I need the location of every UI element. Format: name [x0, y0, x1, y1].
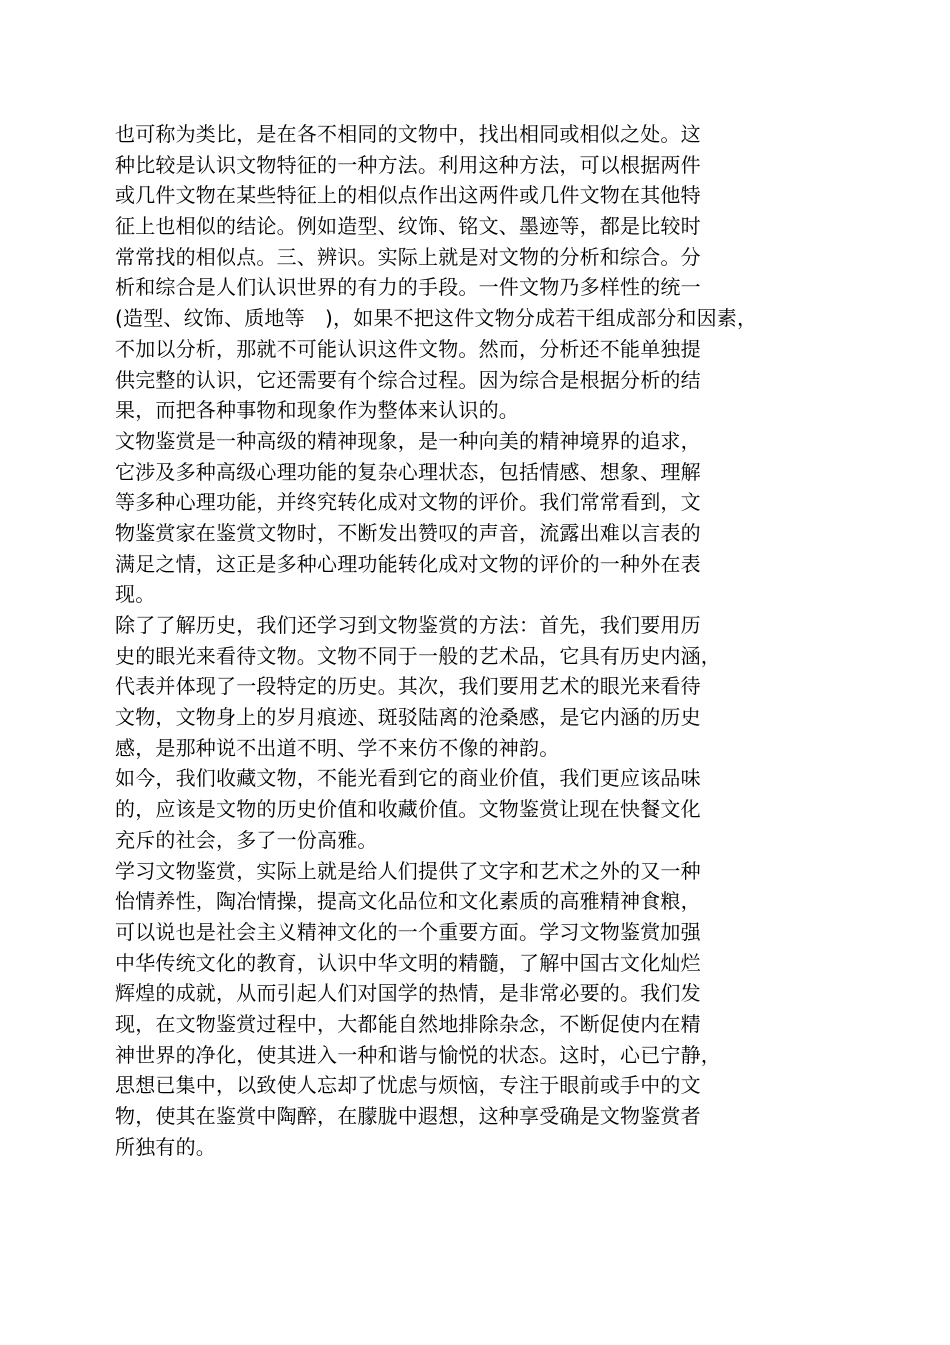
text-line: 思想已集中，以致使人忘却了忧虑与烦恼，专注于眼前或手中的文 — [115, 1073, 701, 1098]
text-line: 现，在文物鉴赏过程中，大都能自然地排除杂念，不断促使内在精 — [115, 1011, 701, 1036]
text-line: 满足之情，这正是多种心理功能转化成对文物的评价的一种外在表 — [115, 551, 701, 576]
text-line: 学习文物鉴赏，实际上就是给人们提供了文字和艺术之外的又一种 — [115, 858, 701, 883]
text-line: 物鉴赏家在鉴赏文物时，不断发出赞叹的声音，流露出难以言表的 — [115, 520, 701, 545]
text-line: 或几件文物在某些特征上的相似点作出这两件或几件文物在其他特 — [115, 183, 701, 208]
body-text — [115, 119, 815, 1162]
text-line: 如今，我们收藏文物，不能光看到它的商业价值，我们更应该品味 — [115, 766, 701, 791]
text-line: 除了了解历史，我们还学习到文物鉴赏的方法：首先，我们要用历 — [115, 613, 701, 637]
text-line: 供完整的认识，它还需要有个综合过程。因为综合是根据分析的结 — [115, 367, 701, 392]
text-line: 也可称为类比，是在各不相同的文物中，找出相同或相似之处。这 — [115, 122, 701, 146]
text-line: 物，使其在鉴赏中陶醉，在朦胧中遐想，这种享受确是文物鉴赏者 — [115, 1104, 701, 1128]
text-line: 常常找的相似点。三、辨识。实际上就是对文物的分析和综合。分 — [115, 244, 701, 269]
text-line: 文物，文物身上的岁月痕迹、斑驳陆离的沧桑感，是它内涵的历史 — [115, 705, 701, 730]
text-line: 析和综合是人们认识世界的有力的手段。一件文物乃多样性的统一 — [115, 275, 701, 300]
text-line: 等多种心理功能，并终究转化成对文物的评价。我们常常看到，文 — [115, 490, 701, 515]
text-line: 种比较是认识文物特征的一种方法。利用这种方法，可以根据两件 — [115, 152, 701, 177]
text-line: 怡情养性，陶冶情操，提高文化品位和文化素质的高雅精神食粮， — [115, 889, 701, 914]
text-line: 代表并体现了一段特定的历史。其次，我们要用艺术的眼光来看待 — [115, 674, 701, 699]
text-line: 不加以分析，那就不可能认识这件文物。然而，分析还不能单独提 — [115, 336, 701, 361]
text-line: 史的眼光来看待文物。文物不同于一般的艺术品，它具有历史内涵， — [115, 643, 721, 668]
text-line: 中华传统文化的教育，认识中华文明的精髓，了解中国古文化灿烂 — [115, 950, 701, 975]
text-line: 现。 — [115, 582, 156, 607]
text-line: 充斥的社会，多了一份高雅。 — [115, 827, 378, 852]
text-line: 可以说也是社会主义精神文化的一个重要方面。学习文物鉴赏加强 — [115, 919, 701, 944]
text-line: 感，是那种说不出道不明、学不来仿不像的神韵。 — [115, 735, 560, 760]
text-line: 它涉及多种高级心理功能的复杂心理状态，包括情感、想象、理解 — [115, 459, 701, 484]
text-line: 的，应该是文物的历史价值和收藏价值。文物鉴赏让现在快餐文化 — [115, 797, 701, 822]
text-line: 果，而把各种事物和现象作为整体来认识的。 — [115, 398, 519, 423]
text-line: 辉煌的成就，从而引起人们对国学的热情，是非常必要的。我们发 — [115, 981, 701, 1006]
text-line: 神世界的净化，使其进入一种和谐与愉悦的状态。这时，心已宁静， — [115, 1042, 721, 1067]
text-line: 文物鉴赏是一种高级的精神现象，是一种向美的精神境界的追求， — [115, 428, 701, 453]
text-line: (造型、纹饰、质地等 )，如果不把这件文物分成若干组成部分和因素， — [115, 306, 758, 331]
text-line: 所独有的。 — [115, 1134, 216, 1159]
text-line: 征上也相似的结论。例如造型、纹饰、铭文、墨迹等，都是比较时 — [115, 214, 701, 239]
